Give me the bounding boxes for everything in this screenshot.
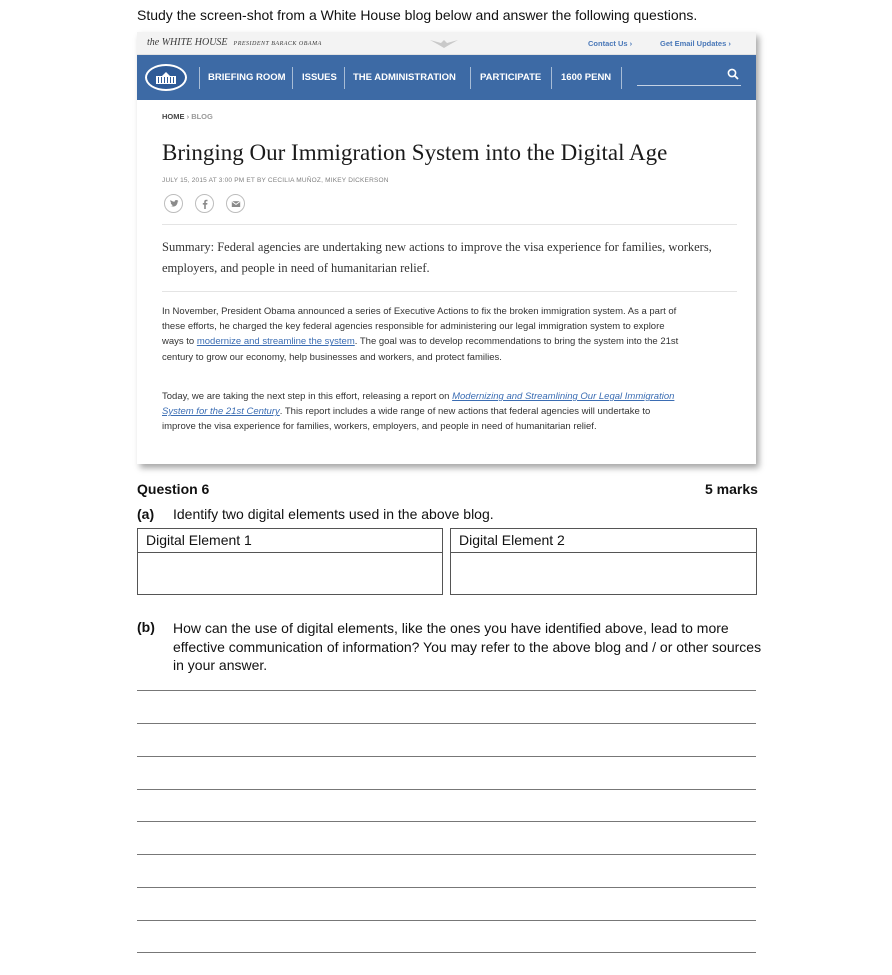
part-a-text: Identify two digital elements used in the above blog. bbox=[173, 506, 494, 522]
answer-box-element-2[interactable] bbox=[450, 528, 757, 595]
twitter-share-button[interactable] bbox=[164, 194, 183, 213]
paragraph-text: . The goal was to develop recommendations to bring the system into the 21st century to grow our economy, help businesses and workers, and protect families. bbox=[162, 336, 679, 363]
eagle-icon bbox=[429, 37, 459, 49]
part-b-text: How can the use of digital elements, like the ones you have identified above, lead to more effective communication of information? You may refer to the above blog and / or other sources in your answer. bbox=[173, 620, 762, 673]
part-a-label: (a) bbox=[137, 506, 155, 522]
brand-subtitle: PRESIDENT BARACK OBAMA bbox=[233, 41, 322, 47]
facebook-icon bbox=[200, 199, 210, 209]
white-house-icon bbox=[155, 71, 177, 85]
part-b-label: (b) bbox=[137, 619, 155, 635]
email-share-button[interactable] bbox=[226, 194, 245, 213]
divider bbox=[162, 291, 737, 292]
nav-divider bbox=[621, 67, 622, 89]
post-byline: JULY 15, 2015 AT 3:00 PM ET BY CECILIA MUÑOZ, MIKEY DICKERSON bbox=[162, 177, 389, 184]
column-header: Digital Element 1 bbox=[138, 529, 442, 553]
nav-item-1600-penn[interactable]: 1600 PENN bbox=[561, 72, 612, 83]
search-icon[interactable] bbox=[727, 68, 739, 80]
breadcrumb-home[interactable]: HOME bbox=[162, 112, 185, 121]
answer-line[interactable] bbox=[137, 854, 756, 855]
nav-item-administration[interactable]: THE ADMINISTRATION bbox=[353, 72, 456, 83]
question-heading: Question 6 bbox=[137, 481, 210, 497]
breadcrumb-separator: › bbox=[186, 112, 190, 121]
question-marks: 5 marks bbox=[705, 481, 758, 497]
column-header: Digital Element 2 bbox=[451, 529, 756, 553]
breadcrumb-blog[interactable]: BLOG bbox=[191, 112, 213, 121]
report-link[interactable]: Modernizing and Streamlining Our Legal Immigration System for the 21st Century bbox=[162, 391, 675, 418]
post-summary: Summary: Federal agencies are undertaking new actions to improve the visa experience for families, workers, employers, and people in need of humanitarian relief. bbox=[162, 240, 712, 275]
answer-line[interactable] bbox=[137, 920, 756, 921]
white-house-logo[interactable] bbox=[145, 64, 187, 91]
post-paragraph-1 bbox=[162, 304, 682, 365]
answer-line[interactable] bbox=[137, 756, 756, 757]
contact-us-link[interactable]: Contact Us › bbox=[588, 39, 633, 48]
paragraph-text: Today, we are taking the next step in this effort, releasing a report on bbox=[162, 391, 453, 402]
top-strip bbox=[137, 32, 756, 55]
nav-item-issues[interactable]: ISSUES bbox=[302, 72, 337, 83]
answer-box-element-1[interactable] bbox=[137, 528, 443, 595]
breadcrumb bbox=[162, 112, 213, 121]
nav-item-participate[interactable]: PARTICIPATE bbox=[480, 72, 542, 83]
site-brand[interactable] bbox=[147, 37, 322, 48]
nav-divider bbox=[470, 67, 471, 89]
brand-name: the WHITE HOUSE bbox=[147, 37, 228, 48]
nav-divider bbox=[344, 67, 345, 89]
envelope-icon bbox=[231, 199, 241, 209]
divider bbox=[162, 224, 737, 225]
twitter-icon bbox=[169, 199, 179, 209]
nav-divider bbox=[551, 67, 552, 89]
post-title: Bringing Our Immigration System into the Digital Age bbox=[162, 140, 668, 165]
blog-screenshot bbox=[137, 32, 756, 464]
paragraph-text: In November, President Obama announced a series of Executive Actions to fix the broken immigration system. As a part of these efforts, he charged the key federal agencies responsible for administering our legal immigration system to explore ways to bbox=[162, 306, 677, 348]
main-nav bbox=[137, 55, 756, 100]
paragraph-text: . This report includes a wide range of new actions that federal agencies will undertake to improve the visa experience for families, workers, employers, and people in need of humanitarian relief. bbox=[162, 406, 651, 433]
nav-divider bbox=[292, 67, 293, 89]
email-updates-link[interactable]: Get Email Updates › bbox=[660, 39, 731, 48]
answer-line[interactable] bbox=[137, 789, 756, 790]
answer-line[interactable] bbox=[137, 690, 756, 691]
nav-divider bbox=[199, 67, 200, 89]
answer-line[interactable] bbox=[137, 723, 756, 724]
answer-line[interactable] bbox=[137, 887, 756, 888]
post-paragraph-2 bbox=[162, 389, 682, 435]
modernize-link[interactable]: modernize and streamline the system bbox=[196, 336, 355, 348]
intro-text: Study the screen-shot from a White House blog below and answer the following questions. bbox=[137, 7, 698, 23]
answer-line[interactable] bbox=[137, 821, 756, 822]
nav-item-briefing-room[interactable]: BRIEFING ROOM bbox=[208, 72, 286, 83]
facebook-share-button[interactable] bbox=[195, 194, 214, 213]
search-input[interactable] bbox=[637, 85, 741, 86]
answer-line[interactable] bbox=[137, 952, 756, 953]
